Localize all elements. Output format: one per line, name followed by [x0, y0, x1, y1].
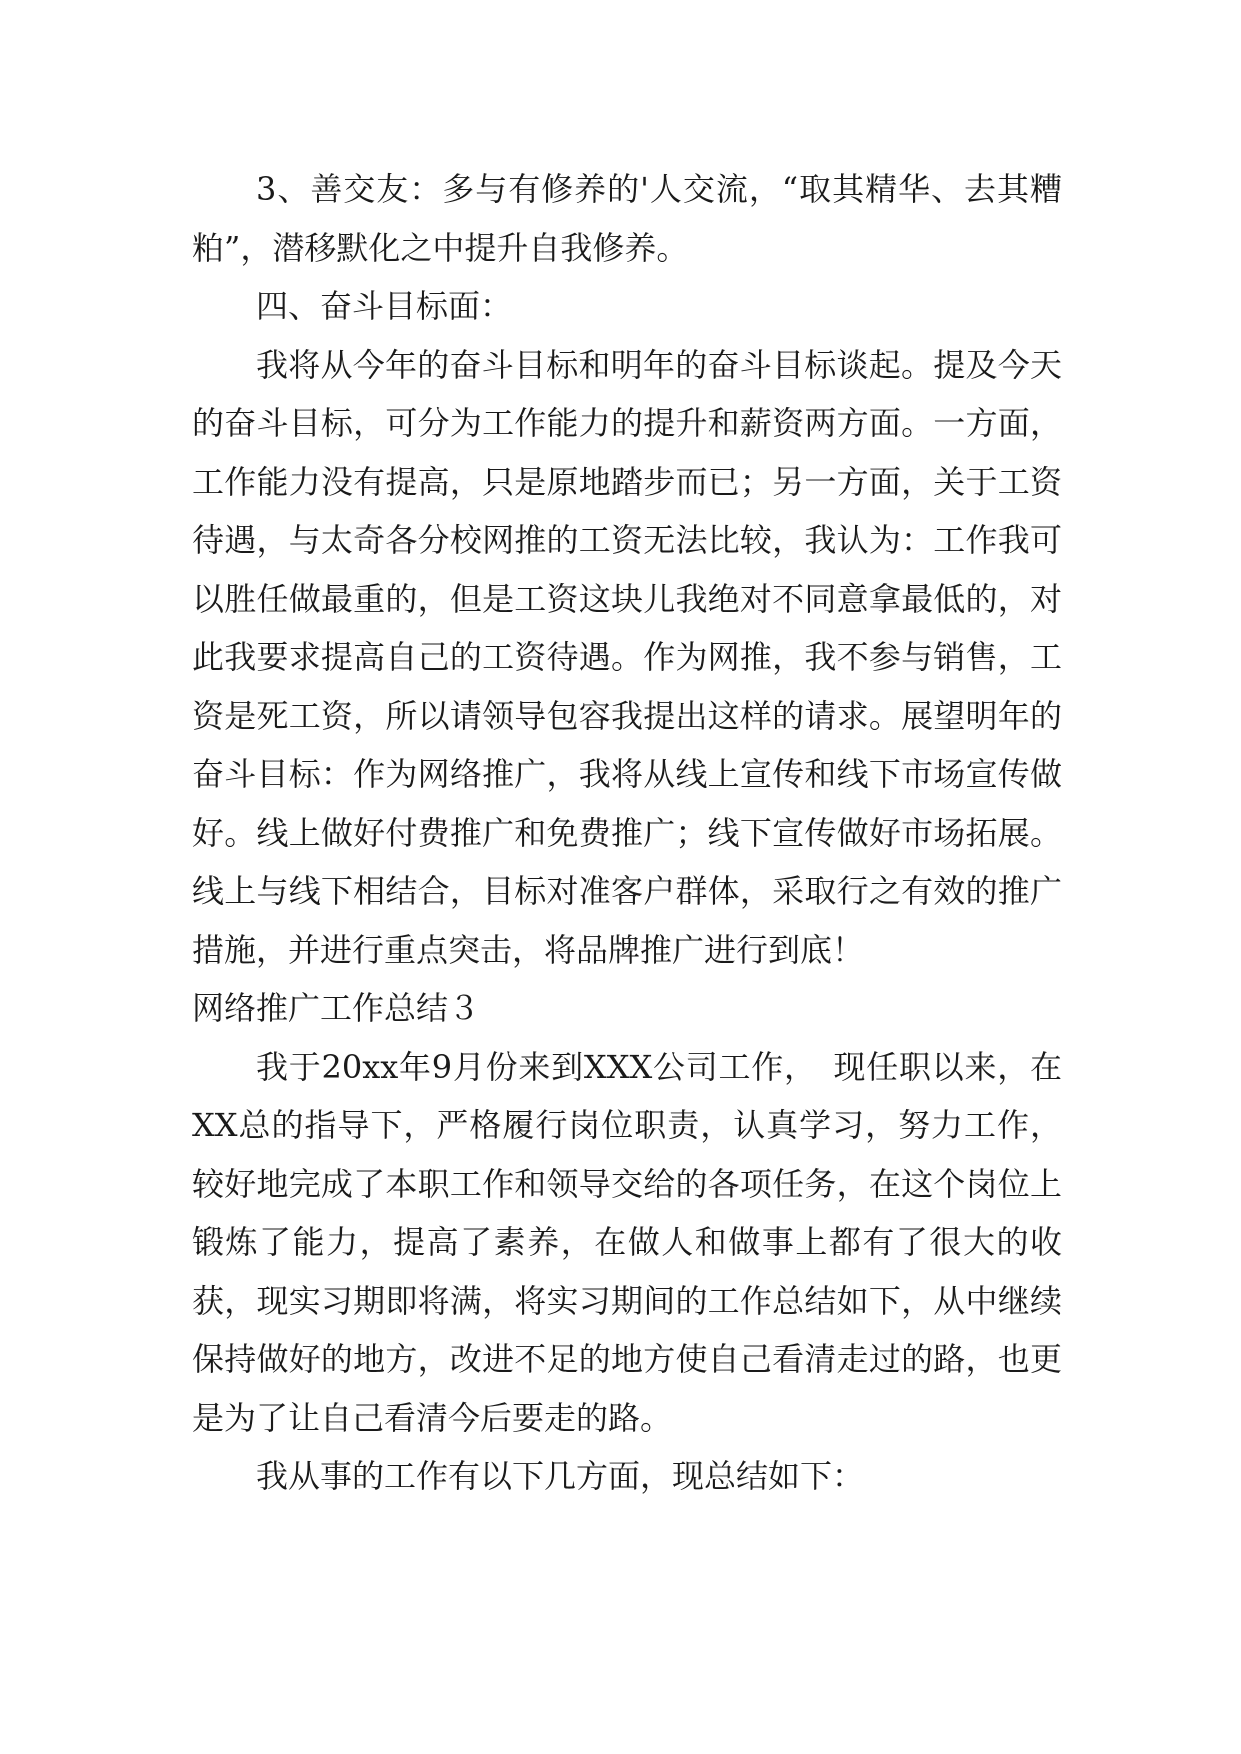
section-heading-goals: 四、奋斗目标面：	[256, 287, 513, 325]
paragraph-intro-work: 我于20xx年9月份来到XXX公司工作， 现任职以来，在XX总的指导下，严格履行岗位职责，认真学习，努力工作，较好地完成了本职工作和领导交给的各项任务，在这个岗位上锻炼了能力，提高了素养，在做人和做事上都有了很大的收获，现实习期即将满，将实习期间的工作总结如下，从中继续保持做好的地方，改进不足的地方使自己看清走过的路，也更是为了让自己看清今后要走的路。	[192, 1047, 1062, 1437]
paragraph-self-cultivation-friends: 3、善交友：多与有修养的'人交流，“取其精华、去其糟粕”，潜移默化之中提升自我修养。	[192, 170, 1062, 267]
paragraph-work-aspects: 我从事的工作有以下几方面，现总结如下：	[256, 1457, 865, 1495]
section-title-summary-3: 网络推广工作总结３	[192, 989, 481, 1027]
paragraph-goals: 我将从今年的奋斗目标和明年的奋斗目标谈起。提及今天的奋斗目标，可分为工作能力的提升和薪资两方面。一方面，工作能力没有提高，只是原地踏步而已；另一方面，关于工资待遇，与太奇各分校网推的工资无法比较，我认为：工作我可以胜任做最重的，但是工资这块儿我绝对不同意拿最低的，对此我要求提高自己的工资待遇。作为网推，我不参与销售，工资是死工资，所以请领导包容我提出这样的请求。展望明年的奋斗目标：作为网络推广，我将从线上宣传和线下市场宣传做好。线上做好付费推广和免费推广；线下宣传做好市场拓展。线上与线下相结合，目标对准客户群体，采取行之有效的推广措施，并进行重点突击，将品牌推广进行到底！	[192, 345, 1062, 969]
document-body	[192, 160, 1062, 1506]
